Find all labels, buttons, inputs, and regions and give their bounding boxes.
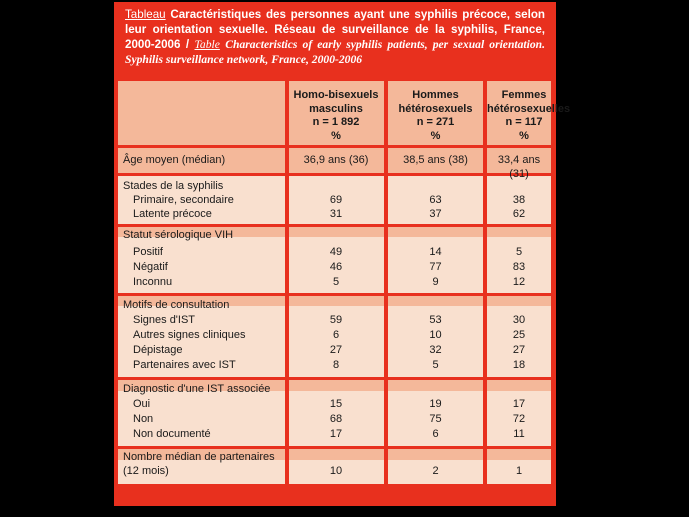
table-cell: 9	[432, 276, 439, 288]
row-label: Partenaires avec IST	[133, 359, 236, 371]
table-cell: 75	[429, 413, 442, 425]
table-cell: 18	[512, 359, 526, 371]
column-header-femmes-heterosexuelles: Femmes hétérosexuelles n = 117 %	[487, 89, 571, 142]
table-cell: 59	[329, 314, 343, 326]
table-cell: 77	[429, 261, 442, 273]
table-cell: 6	[432, 428, 439, 440]
table-cell: 36,9 ans (36)	[303, 154, 369, 166]
table-cell: 15	[329, 398, 343, 410]
table-cell: 1	[515, 465, 523, 477]
table-cell: 49	[329, 246, 343, 258]
table-cell: 33,4 ans (31)	[497, 154, 541, 180]
table-cell: 69	[329, 194, 343, 206]
table-cell: 8	[332, 359, 340, 371]
table-cell: 62	[512, 208, 526, 220]
row-label: Négatif	[133, 261, 168, 273]
table-cell: 27	[512, 344, 526, 356]
row-label-partenaires: Nombre médian de partenaires	[123, 451, 275, 463]
table-cell: 72	[512, 413, 526, 425]
row-label: Primaire, secondaire	[133, 194, 234, 206]
table-cell: 83	[512, 261, 526, 273]
row-label: Dépistage	[133, 344, 183, 356]
table-cell: 31	[329, 208, 343, 220]
table-cell: 25	[512, 329, 526, 341]
section-title-motifs: Motifs de consultation	[123, 299, 230, 311]
caption-english-label: Table	[194, 38, 220, 51]
row-label: Inconnu	[133, 276, 173, 288]
table-cell: 5	[332, 276, 340, 288]
column-header-hommes-heterosexuels: Hommes hétérosexuels n = 271 %	[398, 89, 473, 142]
row-label: Non	[133, 413, 154, 425]
row-label-partenaires-period: (12 mois)	[123, 465, 169, 477]
table-cell: 10	[429, 329, 442, 341]
table-cell: 14	[429, 246, 442, 258]
row-label-age: Âge moyen (médian)	[123, 154, 226, 166]
row-label: Non documenté	[133, 428, 211, 440]
table-cell: 38	[512, 194, 526, 206]
table-cell: 19	[429, 398, 442, 410]
table-cell: 17	[512, 398, 526, 410]
row-label: Autres signes cliniques	[133, 329, 246, 341]
table-cell: 38,5 ans (38)	[403, 154, 468, 166]
table-cell: 2	[432, 465, 439, 477]
table-cell: 37	[429, 208, 442, 220]
table-cell: 11	[513, 428, 525, 440]
table-cell: 32	[429, 344, 442, 356]
section-title-stades: Stades de la syphilis	[123, 180, 224, 192]
table-cell: 30	[512, 314, 526, 326]
table-cell: 10	[329, 465, 343, 477]
caption-label: Tableau	[125, 8, 166, 21]
table-cell: 17	[329, 428, 343, 440]
table-cell: 5	[515, 246, 523, 258]
caption-english-text: Characteristics of early syphilis patients, per sexual orientation. Syphilis surveillance network, France, 2000-2006	[125, 38, 545, 66]
row-label: Positif	[133, 246, 163, 258]
table-cell: 27	[329, 344, 343, 356]
table-panel	[114, 2, 571, 506]
column-header-homo-bisexuels: Homo-bisexuels masculins n = 1 892 %	[293, 89, 379, 142]
table-caption	[125, 7, 545, 67]
data-table	[118, 81, 571, 484]
table-cell: 6	[332, 329, 340, 341]
caption-french-text: Caractéristiques des personnes ayant une syphilis précoce, selon leur orientation sexuelle. Réseau de surveillance de la syphilis, France, 2000-2006 /	[125, 8, 545, 51]
section-title-vih: Statut sérologique VIH	[123, 229, 234, 241]
row-label: Signes d'IST	[133, 314, 196, 326]
table-cell: 12	[512, 276, 526, 288]
table-cell: 46	[329, 261, 343, 273]
row-label: Latente précoce	[133, 208, 212, 220]
table-cell: 63	[429, 194, 442, 206]
row-label: Oui	[133, 398, 151, 410]
table-cell: 5	[432, 359, 439, 371]
table-cell: 68	[329, 413, 343, 425]
table-cell: 53	[429, 314, 442, 326]
section-title-diagnostic: Diagnostic d'une IST associée	[123, 383, 271, 395]
